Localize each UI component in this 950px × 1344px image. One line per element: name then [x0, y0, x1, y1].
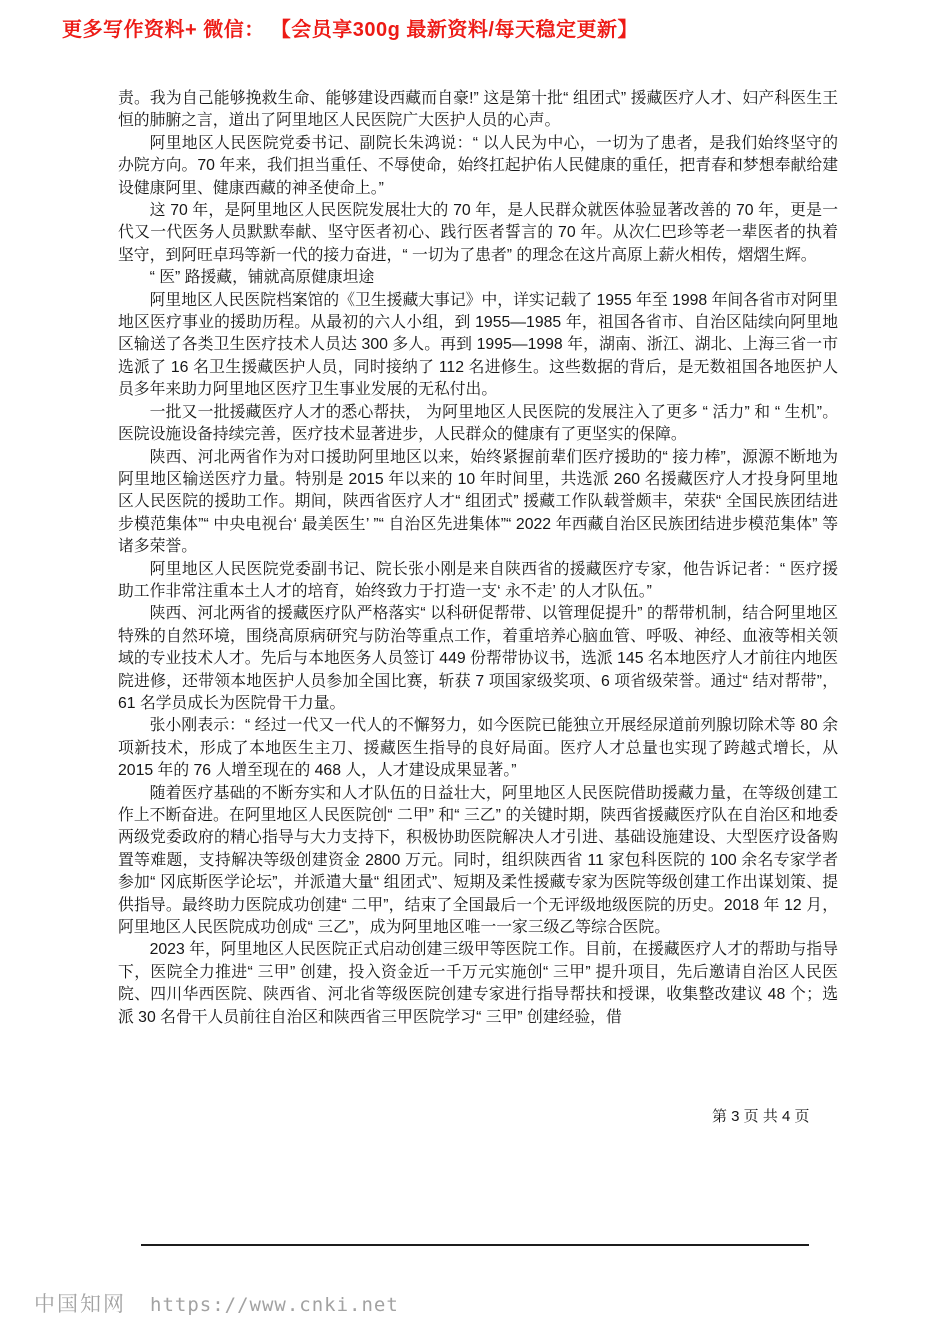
paragraph: 随着医疗基础的不断夯实和人才队伍的日益壮大，阿里地区人民医院借助援藏力量，在等级创建工作上不断奋进。在阿里地区人民医院创“ 二甲” 和“ 三乙” 的关键时期，陕西省援藏医疗队在自治区和地委两级党委政府的精心指导与大力支持下，积极协助医院解决人才引进、基础设施建设、大型医疗设备购置等难题，支持解决等级创建资金 2800 万元。同时，组织陕西省 11 家包科医院的 100 余名专家学者参加“ 冈底斯医学论坛”，并派遣大量“ 组团式”、短期及柔性援藏专家为医院等级创建工作出谋划策、提供指导。最终助力医院成功创建“ 二甲”，结束了全国最后一个无评级地级医院的历史。2018 年 12 月，阿里地区人民医院成功创成“ 三乙”，成为阿里地区唯一一家三级乙等综合医院。	[118, 784, 838, 937]
paragraph: 责。我为自己能够挽救生命、能够建设西藏而自豪!” 这是第十批“ 组团式” 援藏医疗人才、妇产科医生王恒的肺腑之言，道出了阿里地区人民医院广大医护人员的心声。	[118, 90, 838, 130]
page-number: 第 3 页 共 4 页	[712, 1108, 810, 1125]
promo-banner: 更多写作资料+ 微信： 【会员享300g 最新资料/每天稳定更新】	[62, 19, 638, 41]
article-body	[118, 88, 838, 1029]
cnki-logo-text: 中国知网	[34, 1292, 126, 1316]
paragraph: 阿里地区人民医院档案馆的《卫生援藏大事记》中，详实记载了 1955 年至 1998 年间各省市对阿里地区医疗事业的援助历程。从最初的六人小组，到 1955—1985 年，祖国各省市、自治区陆续向阿里地区输送了各类卫生医疗技术人员达 300 多人。再到 1995—1998 年，湖南、浙江、湖北、上海三省一市选派了 16 名卫生援藏医护人员，同时接纳了 112 名进修生。这些数据的背后，是无数祖国各地医护人员多年来助力阿里地区医疗卫生事业发展的无私付出。	[118, 291, 838, 399]
footer-divider	[141, 1244, 809, 1246]
paragraph: 阿里地区人民医院党委副书记、院长张小刚是来自陕西省的援藏医疗专家，他告诉记者：“ 医疗援助工作非常注重本土人才的培育，始终致力于打造一支‘ 永不走’ 的人才队伍。”	[118, 560, 838, 600]
paragraph: 这 70 年，是阿里地区人民医院发展壮大的 70 年，是人民群众就医体验显著改善的 70 年，更是一代又一代医务人员默默奉献、坚守医者初心、践行医者誓言的 70 年。从次仁巴珍等老一辈医者的执着坚守，到阿旺卓玛等新一代的接力奋进，“ 一切为了患者” 的理念在这片高原上薪火相传，熠熠生辉。	[118, 202, 838, 264]
paragraph: 阿里地区人民医院党委书记、副院长朱鸿说：“ 以人民为中心，一切为了患者，是我们始终坚守的办院方向。70 年来，我们担当重任、不辱使命，始终扛起护佑人民健康的重任，把青春和梦想奉献给建设健康阿里、健康西藏的神圣使命上。”	[118, 134, 838, 197]
paragraph: 张小刚表示：“ 经过一代又一代人的不懈努力，如今医院已能独立开展经尿道前列腺切除术等 80 余项新技术，形成了本地医生主刀、援藏医生指导的良好局面。医疗人才总量也实现了跨越式增长，从 2015 年的 76 人增至现在的 468 人，人才建设成果显著。”	[118, 717, 838, 780]
paragraph: 一批又一批援藏医疗人才的悉心帮扶， 为阿里地区人民医院的发展注入了更多 “ 活力” 和 “ 生机”。医院设施设备持续完善，医疗技术显著进步，人民群众的健康有了更坚实的保障。	[118, 403, 838, 444]
paragraph: 2023 年，阿里地区人民医院正式启动创建三级甲等医院工作。目前，在援藏医疗人才的帮助与指导下，医院全力推进“ 三甲” 创建，投入资金近一千万元实施创“ 三甲” 提升项目，先后邀请自治区人民医院、四川华西医院、陕西省、河北省等级医院创建专家进行指导帮扶和授课，收集整改建议 48 个；选派 30 名骨干人员前往自治区和陕西省三甲医院学习“ 三甲” 创建经验，借	[118, 941, 838, 1026]
paragraph: 陕西、河北两省的援藏医疗队严格落实“ 以科研促帮带、以管理促提升” 的帮带机制，结合阿里地区特殊的自然环境，围绕高原病研究与防治等重点工作，着重培养心脑血管、呼吸、神经、血液等相关领域的专业技术人才。先后与本地医务人员签订 449 份帮带协议书，选派 145 名本地医疗人才前往内地医院进修，还带领本地医护人员参加全国比赛，斩获 7 项国家级奖项、6 项省级荣誉。通过“ 结对帮带”，61 名学员成长为医院骨干力量。	[118, 605, 838, 712]
paragraph: 陕西、河北两省作为对口援助阿里地区以来，始终紧握前辈们医疗援助的“ 接力棒”，源源不断地为阿里地区输送医疗力量。特别是 2015 年以来的 10 年时间里，共选派 260 名援藏医疗人才投身阿里地区人民医院的援助工作。期间，陕西省医疗人才“ 组团式” 援藏工作队载誉颇丰，荣获“ 全国民族团结进步模范集体”“ 中央电视台‘ 最美医生’ ”“ 自治区先进集体”“ 2022 年西藏自治区民族团结进步模范集体” 等诸多荣誉。	[118, 448, 838, 556]
cnki-watermark	[34, 1288, 399, 1318]
section-heading: “ 医” 路援藏，铺就高原健康坦途	[149, 269, 375, 287]
cnki-url: https://www.cnki.net	[150, 1294, 399, 1316]
